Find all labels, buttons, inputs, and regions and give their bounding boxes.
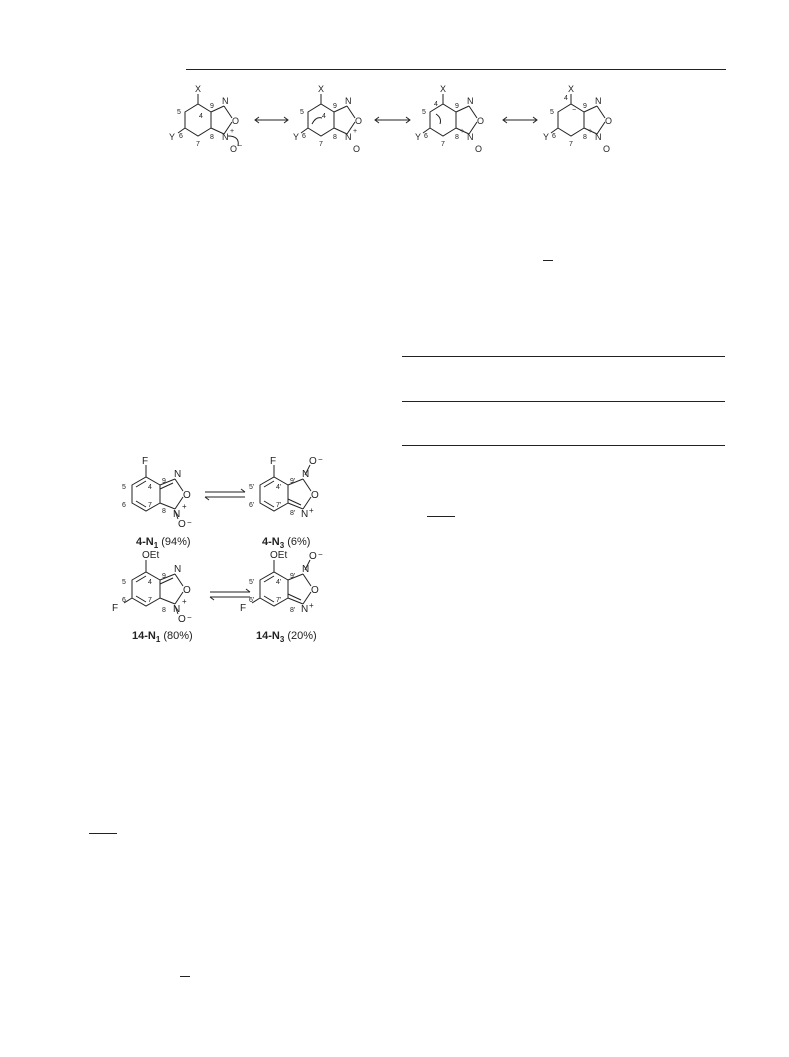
svg-text:O: O — [477, 116, 485, 126]
svg-text:O: O — [311, 585, 319, 596]
svg-text:5: 5 — [422, 109, 426, 116]
svg-text:4: 4 — [564, 95, 568, 102]
table-rule-top — [402, 356, 725, 357]
svg-text:+: + — [588, 128, 593, 135]
table-rule-middle — [402, 401, 725, 402]
svg-text:5': 5' — [249, 579, 255, 586]
svg-text:5: 5 — [550, 109, 554, 116]
svg-text:+: + — [182, 502, 187, 511]
svg-text:+: + — [230, 128, 235, 135]
svg-text:O: O — [178, 519, 186, 530]
resonance-structure-1 — [178, 94, 238, 146]
svg-text:7: 7 — [441, 141, 445, 148]
substituent-x-1: X — [195, 84, 202, 94]
svg-text:4: 4 — [199, 113, 203, 120]
svg-text:7: 7 — [319, 141, 323, 148]
svg-text:8: 8 — [210, 134, 214, 141]
overline-mark-2 — [180, 976, 190, 977]
table-rule-bottom — [402, 445, 725, 446]
svg-text:7': 7' — [276, 597, 282, 604]
svg-text:N: N — [173, 604, 181, 615]
svg-text:4: 4 — [148, 484, 152, 491]
svg-text:O: O — [311, 490, 319, 501]
svg-text:9: 9 — [162, 573, 166, 580]
svg-text:−: − — [318, 455, 323, 464]
svg-text:5': 5' — [249, 484, 255, 491]
svg-text:N: N — [302, 564, 310, 575]
svg-text:−: − — [187, 613, 192, 622]
svg-text:4: 4 — [322, 113, 326, 120]
resonance-scheme — [160, 80, 630, 155]
svg-text:O: O — [178, 614, 186, 625]
svg-text:N: N — [173, 509, 181, 520]
svg-text:6: 6 — [122, 502, 126, 509]
substituent-y-2: Y — [293, 132, 300, 142]
svg-text:−: − — [318, 550, 323, 559]
compound-label-14-n1: $14-N_1$ (80%) — [132, 630, 193, 644]
svg-text:F: F — [240, 603, 247, 614]
svg-text:N: N — [222, 96, 229, 106]
svg-text:F: F — [270, 456, 277, 467]
svg-text:4': 4' — [276, 579, 282, 586]
svg-text:8': 8' — [290, 510, 296, 517]
resonance-arrow-2 — [375, 117, 410, 123]
tautomer-scheme — [110, 455, 360, 645]
substituent-x-4: X — [568, 84, 575, 94]
equilibrium-arrow-row-1 — [205, 489, 245, 500]
svg-text:O: O — [309, 551, 317, 562]
svg-text:7: 7 — [196, 141, 200, 148]
svg-text:5: 5 — [300, 109, 304, 116]
svg-text:+: + — [309, 506, 314, 515]
equilibrium-arrow-row-2 — [210, 589, 250, 600]
svg-text:6: 6 — [424, 133, 428, 140]
svg-text:6': 6' — [249, 597, 255, 604]
svg-text:O: O — [230, 144, 238, 154]
substituent-y-1: Y — [169, 132, 176, 142]
svg-text:8': 8' — [290, 607, 296, 614]
svg-text:O: O — [232, 116, 240, 126]
svg-text:N: N — [345, 132, 352, 142]
svg-text:−: − — [238, 143, 243, 150]
svg-text:N: N — [174, 564, 182, 575]
ethoxy-substituent: OEt — [142, 550, 160, 561]
footnote-rule — [427, 516, 455, 517]
svg-text:4: 4 — [434, 101, 438, 108]
resonance-arrow-1 — [255, 117, 288, 123]
svg-text:7': 7' — [276, 502, 282, 509]
svg-text:4': 4' — [276, 484, 282, 491]
svg-text:9: 9 — [455, 103, 459, 110]
svg-text:O: O — [183, 490, 191, 501]
substituent-y-3: Y — [415, 132, 422, 142]
svg-text:4: 4 — [148, 579, 152, 586]
svg-text:5: 5 — [177, 109, 181, 116]
svg-text:N: N — [595, 132, 602, 142]
svg-text:−: − — [572, 107, 577, 114]
svg-text:8: 8 — [162, 607, 166, 614]
svg-text:O: O — [183, 585, 191, 596]
svg-text:N: N — [301, 509, 309, 520]
svg-text:N: N — [302, 469, 310, 480]
substituent-x-3: X — [440, 84, 447, 94]
svg-text:N: N — [595, 96, 602, 106]
header-rule — [186, 69, 726, 70]
svg-text:9': 9' — [290, 573, 296, 580]
svg-text:6: 6 — [122, 597, 126, 604]
compound-label-14-n3: $14-N_3$ (20%) — [256, 630, 317, 644]
svg-text:N: N — [222, 132, 229, 142]
svg-text:O: O — [605, 116, 613, 126]
svg-text:9: 9 — [333, 103, 337, 110]
svg-text:7: 7 — [148, 502, 152, 509]
svg-text:+: + — [353, 128, 358, 135]
svg-text:O: O — [603, 144, 611, 154]
svg-text:6: 6 — [179, 133, 183, 140]
substituent-y-4: Y — [543, 132, 550, 142]
compound-label-4-n1: $4-N_1$ (94%) — [136, 536, 191, 550]
svg-text:F: F — [112, 603, 119, 614]
svg-text:O: O — [309, 456, 317, 467]
compound-label-4-n3: $4-N_3$ (6%) — [262, 536, 311, 550]
svg-text:N: N — [467, 132, 474, 142]
svg-text:8: 8 — [455, 134, 459, 141]
svg-text:O: O — [353, 144, 361, 154]
svg-text:6: 6 — [302, 133, 306, 140]
substituent-x-2: X — [318, 84, 325, 94]
svg-text:9: 9 — [583, 103, 587, 110]
footnote-rule-2 — [89, 833, 117, 834]
svg-text:9: 9 — [210, 103, 214, 110]
svg-text:7: 7 — [569, 141, 573, 148]
svg-text:−: − — [187, 518, 192, 527]
svg-text:N: N — [301, 604, 309, 615]
svg-text:+: + — [309, 601, 314, 610]
svg-text:6: 6 — [552, 133, 556, 140]
svg-text:+: + — [460, 128, 465, 135]
svg-text:8: 8 — [162, 508, 166, 515]
svg-text:+: + — [182, 597, 187, 606]
overline-mark — [543, 260, 553, 261]
fluoro-substituent: F — [142, 456, 149, 467]
svg-text:O: O — [355, 116, 363, 126]
resonance-arrow-3 — [503, 117, 537, 123]
svg-text:9: 9 — [162, 478, 166, 485]
svg-text:N: N — [345, 96, 352, 106]
svg-text:N: N — [467, 96, 474, 106]
svg-text:5: 5 — [122, 579, 126, 586]
svg-text:8: 8 — [583, 134, 587, 141]
svg-text:8: 8 — [333, 134, 337, 141]
svg-text:OEt: OEt — [270, 550, 288, 561]
svg-text:O: O — [475, 144, 483, 154]
svg-text:9': 9' — [290, 478, 296, 485]
svg-text:5: 5 — [122, 484, 126, 491]
svg-text:N: N — [174, 469, 182, 480]
svg-text:7: 7 — [148, 597, 152, 604]
svg-text:6': 6' — [249, 502, 255, 509]
